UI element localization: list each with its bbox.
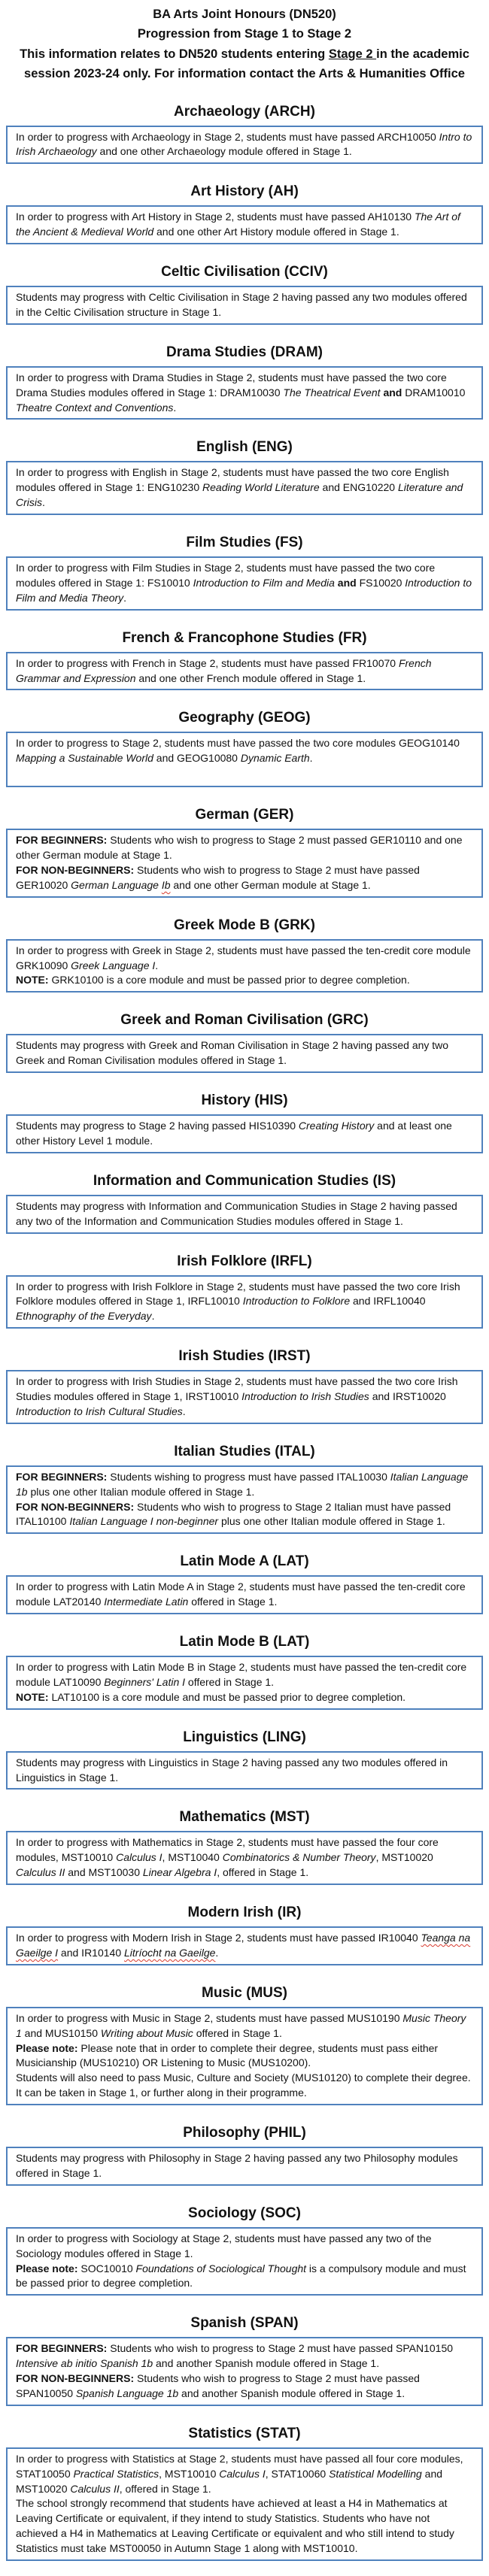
section-box [6, 652, 483, 691]
section-title: Spanish (SPAN) [190, 2315, 299, 2332]
text-run: and another Spanish module offered in Stage 1. [153, 2357, 380, 2370]
text-run: Students who wish to progress to Stage 2 must have passed SPAN10150 [107, 2342, 454, 2355]
section-title: French & Francophone Studies (FR) [122, 629, 367, 646]
section-sociology [0, 2205, 489, 2296]
text-run: Creating History [298, 1120, 375, 1132]
section-paragraph [16, 1119, 473, 1149]
section-french-francophone-studies [0, 630, 489, 691]
text-run: . [215, 1946, 219, 1959]
text-run: Mapping a Sustainable World [16, 752, 153, 765]
section-box [6, 939, 483, 993]
section-paragraph [16, 2071, 473, 2101]
text-run: In order to progress with Statistics at Stage 2, students must have passed all four core modules, STAT10050 [16, 2452, 463, 2480]
section-box [6, 1751, 483, 1790]
text-run: and one other German module at Stage 1. [170, 878, 371, 891]
text-run: In order to progress with Greek in Stage 2, students must have passed the ten-credit core module GRK10090 [16, 944, 471, 971]
text-run: FOR BEGINNERS: [16, 834, 108, 847]
section-celtic-civilisation [0, 264, 489, 325]
text-run: offered in Stage 1. [188, 1596, 278, 1608]
text-run: Intro to Irish Archaeology [16, 130, 472, 158]
section-title: Latin Mode A (LAT) [180, 1553, 309, 1570]
text-run: and another Spanish module offered in Stage 1. [178, 2387, 405, 2399]
section-box [6, 829, 483, 898]
section-mathematics [0, 1809, 489, 1885]
section-paragraph [16, 465, 473, 511]
section-box [6, 1831, 483, 1885]
section-title: Geography (GEOG) [178, 710, 311, 726]
text-run: Students who wish to progress to Stage 2 must have passed GER10020 [16, 863, 420, 891]
text-run: In order to progress with Latin Mode B in Stage 2, students must have passed the ten-credit core module LAT10090 [16, 1661, 467, 1688]
text-run: NOTE: [16, 974, 49, 986]
text-run: Literature and Crisis [16, 481, 463, 509]
text-run: offered in Stage 1. [185, 1675, 275, 1688]
document-header [0, 0, 489, 84]
text-run: and MST10020 [16, 2467, 443, 2495]
section-title: Art History (AH) [190, 183, 299, 200]
section-title: Drama Studies (DRAM) [166, 344, 323, 360]
section-paragraph [16, 290, 473, 320]
section-paragraph [16, 1756, 473, 1786]
section-box [6, 2007, 483, 2105]
section-title: Statistics (STAT) [188, 2425, 301, 2441]
underlined-text: Stage 2 [328, 47, 377, 61]
section-paragraph [16, 1374, 473, 1420]
text-run: and one other French module offered in Stage 1. [135, 671, 366, 684]
text-run: and ENG10220 [319, 481, 398, 494]
text-run: Writing about Music [100, 2026, 193, 2039]
text-run: Calculus II [16, 1866, 65, 1879]
section-latin-mode-b [0, 1634, 489, 1710]
text-run: Students may progress with Philosophy in Stage 2 having passed any two Philosophy modules offered in Stage 1. [16, 2152, 458, 2179]
text-run: Introduction to Irish Studies [241, 1390, 369, 1403]
spellcheck-flagged-text: Ib [161, 878, 171, 891]
text-run: French Grammar and Expression [16, 656, 432, 684]
section-paragraph [16, 656, 473, 686]
section-irish-folklore [0, 1253, 489, 1329]
section-title: Modern Irish (IR) [187, 1905, 302, 1921]
text-run: Practical Statistics [73, 2467, 159, 2480]
section-greek-mode-b [0, 917, 489, 993]
text-run: In order to progress with Latin Mode A in Stage 2, students must have passed the ten-credit core module LAT20140 [16, 1580, 466, 1608]
section-box [6, 556, 483, 611]
section-title: Celtic Civilisation (CCIV) [161, 264, 328, 280]
section-title: English (ENG) [196, 439, 293, 456]
section-history [0, 1093, 489, 1153]
section-spanish [0, 2315, 489, 2406]
text-run: and MST10030 [65, 1866, 143, 1879]
text-run: Students will also need to pass Music, Culture and Society (MUS10120) to complete their degree. It can be taken in Stage 1, or further along in their programme. [16, 2071, 471, 2099]
section-drama-studies [0, 344, 489, 420]
text-run: Theatre Context and Conventions [16, 401, 174, 414]
section-title: Information and Communication Studies (IS) [93, 1172, 396, 1189]
text-run: This information relates to DN520 students entering [20, 47, 329, 61]
text-run: Calculus II [70, 2482, 120, 2495]
section-greek-and-roman-civilisation [0, 1012, 489, 1073]
text-run: Students who wish to progress to Stage 2 must have passed SPAN10050 [16, 2372, 420, 2399]
text-run: in the academic session 2023-24 only. For information contact the Arts & Humanities Office [24, 47, 469, 81]
text-run: and GEOG10080 [153, 752, 241, 765]
section-paragraph [16, 833, 473, 863]
text-run: In order to progress with English in Stage 2, students must have passed the two core English modules offered in Stage 1: ENG10230 [16, 466, 449, 494]
text-run: FOR NON-BEGINNERS: [16, 2372, 135, 2385]
section-box [6, 2337, 483, 2406]
section-box [6, 2147, 483, 2186]
section-philosophy [0, 2125, 489, 2186]
text-run: Combinatorics & Number Theory [222, 1851, 376, 1864]
text-run: . [42, 496, 45, 509]
text-run: German Language [71, 878, 162, 891]
section-box [6, 1656, 483, 1710]
text-run: DRAM10010 [402, 386, 466, 399]
section-paragraph [16, 2496, 473, 2556]
text-run: and [383, 386, 402, 399]
text-run: and IR10140 [58, 1946, 125, 1959]
section-paragraph [16, 1038, 473, 1068]
text-run: and one other Archaeology module offered in Stage 1. [96, 145, 352, 158]
text-run: In order to progress with Film Studies in Stage 2, students must have passed the two core modules offered in Stage 1: FS10010 [16, 562, 436, 589]
section-paragraph [16, 2011, 473, 2041]
text-run: . [182, 1405, 186, 1417]
text-run: Foundations of Sociological Thought [135, 2262, 307, 2274]
text-run: The Art of the Ancient & Medieval World [16, 211, 460, 238]
text-run: Intensive ab initio Spanish 1b [16, 2357, 153, 2370]
text-run: Italian Language I non-beginner [69, 1515, 219, 1528]
text-run: . [155, 959, 159, 971]
section-paragraph [16, 863, 473, 893]
section-paragraph [16, 561, 473, 606]
section-paragraph [16, 944, 473, 974]
text-run: In order to progress with Modern Irish in Stage 2, students must have passed IR10040 [16, 1932, 421, 1944]
section-archaeology [0, 104, 489, 165]
text-run: Students may progress with Information and Communication Studies in Stage 2 having passed any two of the Information and Communication Studies modules offered in Stage 1. [16, 1199, 457, 1227]
section-paragraph [16, 2041, 473, 2071]
section-title: Linguistics (LING) [183, 1729, 306, 1745]
text-run: Ethnography of the Everyday [16, 1310, 152, 1323]
text-run: . [309, 752, 313, 765]
text-run: Dynamic Earth [240, 752, 310, 765]
section-title: Greek and Roman Civilisation (GRC) [120, 1012, 369, 1029]
text-run: Spanish Language 1b [75, 2387, 179, 2399]
section-box [6, 205, 483, 244]
section-paragraph [16, 1660, 473, 1690]
section-title: Philosophy (PHIL) [183, 2125, 306, 2141]
text-run: Students may progress with Linguistics in Stage 2 having passed any two modules offered in Linguistics in Stage 1. [16, 1756, 448, 1784]
text-run: Students wishing to progress must have passed ITAL10030 [107, 1470, 390, 1483]
text-run: FOR NON-BEGINNERS: [16, 863, 135, 876]
text-run: Introduction to Irish Cultural Studies [16, 1405, 183, 1417]
section-paragraph [16, 2371, 473, 2402]
section-paragraph [16, 2452, 473, 2497]
text-run: , offered in Stage 1. [217, 1866, 309, 1879]
text-run: Please note: [16, 2041, 78, 2054]
text-run: NOTE: [16, 1690, 49, 1703]
text-run: and IRFL10040 [350, 1295, 426, 1308]
section-paragraph [16, 1835, 473, 1880]
section-paragraph [16, 1931, 473, 1961]
section-title: Irish Folklore (IRFL) [177, 1253, 312, 1269]
section-paragraph [16, 2232, 473, 2262]
section-paragraph [16, 1500, 473, 1530]
text-run: plus one other Italian module offered in Stage 1. [218, 1515, 445, 1528]
section-paragraph [16, 130, 473, 160]
section-box [6, 1275, 483, 1329]
sections-container [0, 104, 489, 2561]
section-box [6, 1114, 483, 1153]
text-run: In order to progress with Sociology at Stage 2, students must have passed any two of the Sociology modules offered in Stage 1. [16, 2232, 432, 2259]
text-run: GRK10100 is a core module and must be passed prior to degree completion. [48, 974, 410, 986]
section-title: Mathematics (MST) [179, 1809, 310, 1826]
section-box [6, 286, 483, 325]
spellcheck-flagged-text: Teanga na Gaeilge I [16, 1932, 471, 1959]
text-run: Introduction to Film and Media [193, 576, 338, 589]
section-box [6, 1195, 483, 1234]
text-run: BA Arts Joint Honours (DN520) [153, 8, 336, 21]
text-run: SOC10010 [77, 2262, 136, 2274]
text-run: FOR NON-BEGINNERS: [16, 1500, 135, 1513]
section-paragraph [16, 210, 473, 240]
text-run: . [173, 401, 177, 414]
section-paragraph [16, 1580, 473, 1610]
section-modern-irish [0, 1905, 489, 1965]
section-box [6, 1575, 483, 1614]
text-run: In order to progress with Art History in Stage 2, students must have passed AH10130 [16, 211, 415, 223]
header-line-1 [11, 5, 478, 24]
section-title: Irish Studies (IRST) [178, 1348, 311, 1365]
text-run: Students may progress to Stage 2 having passed HIS10390 [16, 1120, 299, 1132]
text-run: The school strongly recommend that students have achieved at least a H4 in Mathematics at Leaving Certificate or equivalent, if they intend to study Statistics. Students who have not achieved a H4 in Mathematics at Leaving Certificate or equivalent and who still intend to study Statistics must take MST00050 in Autumn Stage 1 along with MST10010. [16, 2497, 454, 2555]
section-music [0, 1985, 489, 2105]
section-paragraph [16, 1199, 473, 1229]
text-run: In order to progress with Mathematics in Stage 2, students must have passed the four core modules, MST10010 [16, 1836, 439, 1864]
section-box [6, 1465, 483, 1535]
text-run: and IRST10020 [369, 1390, 446, 1403]
text-run: Please note: [16, 2262, 78, 2274]
text-run: In order to progress with Music in Stage 2, students must have passed MUS10190 [16, 2011, 403, 2024]
text-run: Calculus I [116, 1851, 162, 1864]
text-run: Please note that in order to complete their degree, students must pass either Musicianship (MUS10210) OR Listening to Music (MUS10200). [16, 2041, 439, 2069]
text-run: and MUS10150 [21, 2026, 101, 2039]
header-line-3 [11, 44, 478, 84]
text-run: Students who wish to progress to Stage 2 Italian must have passed ITAL10100 [16, 1500, 451, 1528]
section-paragraph [16, 1690, 473, 1705]
text-run: Statistical Modelling [329, 2467, 422, 2480]
text-run: In order to progress to Stage 2, students must have passed the two core modules GEOG10140 [16, 737, 460, 750]
text-run: Linear Algebra I [142, 1866, 217, 1879]
text-run: In order to progress with French in Stage 2, students must have passed FR10070 [16, 656, 399, 669]
section-latin-mode-a [0, 1553, 489, 1614]
text-run: Intermediate Latin [104, 1596, 189, 1608]
text-run: Progression from Stage 1 to Stage 2 [137, 27, 352, 41]
text-run: In order to progress with Irish Folklore in Stage 2, students must have passed the two core Irish Folklore modules offered in Stage 1, IRFL10010 [16, 1280, 460, 1308]
section-paragraph [16, 2151, 473, 2181]
text-run: FS10020 [356, 576, 405, 589]
text-run: is a compulsory module and must be passed prior to degree completion. [16, 2262, 466, 2290]
section-title: Sociology (SOC) [188, 2205, 301, 2221]
text-run: Greek Language I [71, 959, 156, 971]
text-run: , MST10040 [162, 1851, 223, 1864]
text-run: , STAT10060 [265, 2467, 330, 2480]
text-run: and one other Art History module offered in Stage 1. [153, 226, 399, 238]
text-run: Beginners' Latin I [104, 1675, 186, 1688]
text-run: FOR BEGINNERS: [16, 2342, 108, 2355]
section-box [6, 1034, 483, 1073]
section-title: History (HIS) [201, 1093, 288, 1109]
section-box [6, 126, 483, 165]
section-information-and-communication-studies [0, 1173, 489, 1234]
section-linguistics [0, 1729, 489, 1790]
section-german [0, 807, 489, 898]
section-box [6, 732, 483, 787]
section-paragraph [16, 2262, 473, 2292]
section-english [0, 439, 489, 515]
section-art-history [0, 183, 489, 244]
section-box [6, 1370, 483, 1424]
text-run: , offered in Stage 1. [119, 2482, 211, 2495]
section-title: Italian Studies (ITAL) [174, 1443, 315, 1459]
text-run: Calculus I [219, 2467, 266, 2480]
text-run: plus one other Italian module offered in Stage 1. [27, 1485, 255, 1498]
text-run: Students may progress with Greek and Roman Civilisation in Stage 2 having passed any two Greek and Roman Civilisation modules offered in Stage 1. [16, 1039, 449, 1067]
text-run: Students may progress with Celtic Civilisation in Stage 2 having passed any two modules offered in the Celtic Civilisation structure in Stage 1. [16, 291, 467, 318]
section-box [6, 1926, 483, 1965]
section-paragraph [16, 2341, 473, 2371]
section-irish-studies [0, 1348, 489, 1424]
section-box [6, 2447, 483, 2561]
text-run: Introduction to Folklore [242, 1295, 351, 1308]
text-run: Students who wish to progress to Stage 2 must passed GER10110 and one other German module at Stage 1. [16, 834, 463, 862]
header-line-2 [11, 24, 478, 44]
spellcheck-flagged-text: Litríocht na Gaeilge [124, 1946, 216, 1959]
section-italian-studies [0, 1444, 489, 1535]
section-paragraph [16, 973, 473, 988]
section-paragraph [16, 1280, 473, 1325]
text-run: In order to progress with Drama Studies in Stage 2, students must have passed the two core Drama Studies modules offered in Stage 1: DRAM10030 [16, 371, 447, 399]
section-title: Latin Mode B (LAT) [179, 1634, 310, 1650]
text-run: In order to progress with Archaeology in Stage 2, students must have passed ARCH10050 [16, 130, 439, 143]
section-paragraph [16, 736, 473, 766]
section-title: German (GER) [195, 807, 294, 823]
text-run: , MST10010 [159, 2467, 220, 2480]
text-run: The Theatrical Event [283, 386, 384, 399]
text-run: Introduction to Film and Media Theory [16, 576, 472, 604]
text-run: Italian Language 1b [16, 1470, 469, 1498]
section-statistics [0, 2426, 489, 2561]
text-run: offered in Stage 1. [193, 2026, 282, 2039]
text-run: FOR BEGINNERS: [16, 1470, 108, 1483]
section-paragraph [16, 1470, 473, 1500]
text-run: and [337, 576, 357, 589]
section-box [6, 2227, 483, 2296]
text-run: Reading World Literature [202, 481, 320, 494]
section-title: Greek Mode B (GRK) [174, 917, 315, 933]
section-geography [0, 710, 489, 787]
text-run: . [123, 591, 127, 604]
text-run: Music Theory 1 [16, 2011, 466, 2039]
section-box [6, 461, 483, 515]
text-run: . [151, 1310, 155, 1323]
text-run: LAT10100 is a core module and must be passed prior to degree completion. [48, 1690, 406, 1703]
text-run: In order to progress with Irish Studies in Stage 2, students must have passed the two core Irish Studies modules offered in Stage 1, IRST10010 [16, 1375, 458, 1403]
section-box [6, 366, 483, 420]
text-run: and at least one other History Level 1 module. [16, 1120, 452, 1147]
section-title: Archaeology (ARCH) [174, 103, 315, 120]
section-film-studies [0, 535, 489, 611]
section-paragraph [16, 371, 473, 416]
section-title: Music (MUS) [202, 1984, 287, 2001]
section-title: Film Studies (FS) [186, 535, 303, 551]
text-run: , MST10020 [375, 1851, 433, 1864]
